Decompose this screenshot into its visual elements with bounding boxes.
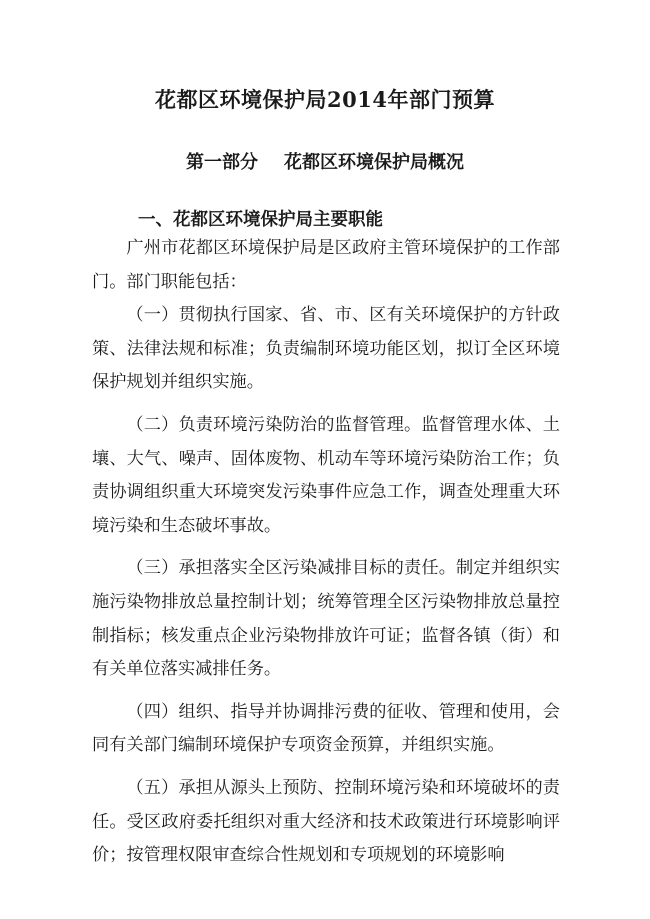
part-number: 第一部分 — [186, 152, 258, 173]
paragraph-duty-2: （二）负责环境污染防治的监督管理。监督管理水体、土壤、大气、噪声、固体废物、机动车等环境污染防治工作；负责协调组织重大环境突发污染事件应急工作，调查处理重大环境污染和生态破坏事故。 — [92, 414, 560, 536]
part-heading — [0, 148, 650, 174]
paragraph-duty-4: （四）组织、指导并协调排污费的征收、管理和使用，会同有关部门编制环境保护专项资金预算，并组织实施。 — [92, 701, 560, 756]
section-heading: 一、花都区环境保护局主要职能 — [138, 210, 383, 230]
paragraph-duty-3: （三）承担落实全区污染减排目标的责任。制定并组织实施污染物排放总量控制计划；统筹管理全区污染物排放总量控制指标；核发重点企业污染物排放许可证；监督各镇（街）和有关单位落实减排任务。 — [92, 558, 560, 680]
document-title: 花都区环境保护局2014年部门预算 — [155, 87, 495, 112]
part-name: 花都区环境保护局概况 — [284, 152, 464, 173]
paragraph-duty-5: （五）承担从源头上预防、控制环境污染和环境破坏的责任。受区政府委托组织对重大经济和技术政策进行环境影响评价；按管理权限审查综合性规划和专项规划的环境影响 — [92, 777, 560, 866]
body-text — [92, 232, 560, 873]
paragraph-duty-1: （一）贯彻执行国家、省、市、区有关环境保护的方针政策、法律法规和标准；负责编制环境功能区划，拟订全区环境保护规划并组织实施。 — [92, 305, 560, 393]
paragraph-intro: 广州市花都区环境保护局是区政府主管环境保护的工作部门。部门职能包括： — [92, 238, 560, 292]
